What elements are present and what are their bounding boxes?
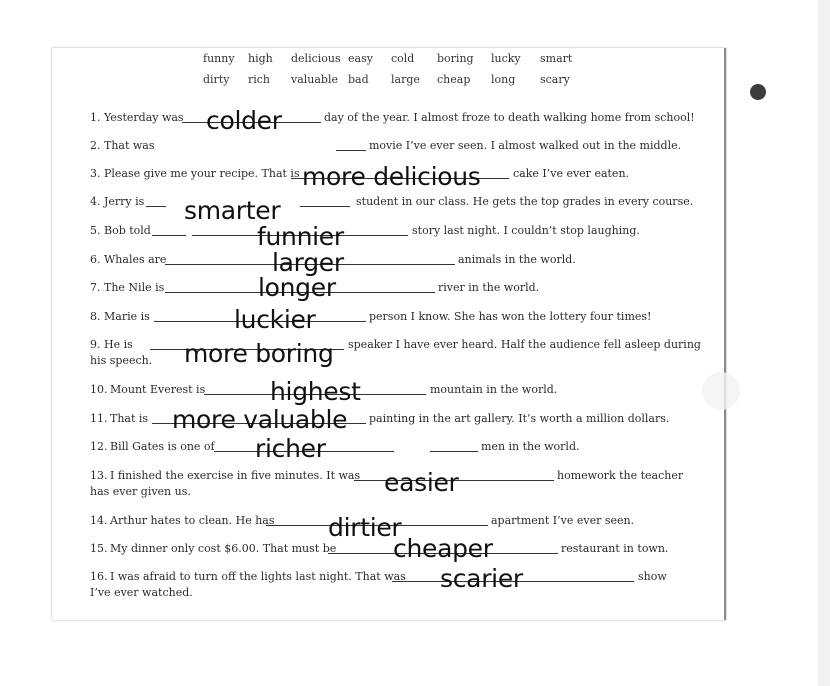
question-text-before: That was [104,139,155,152]
question-number: 12. [90,440,108,453]
question-number: 13. [90,469,108,482]
question-1 [90,110,695,126]
question-4 [90,194,694,210]
question-text-before: Bill Gates is one of [110,440,215,453]
word-bank-word: smart [540,52,573,65]
question-text-before: Yesterday was [104,111,184,124]
question-text-after: men in the world. [481,440,580,453]
edge-strip [818,0,830,686]
question-text-before: Please give me your recipe. That is [104,167,300,180]
question-text-after: story last night. I couldn’t stop laughing. [412,224,640,237]
question-7 [90,280,690,296]
question-text-continued: I’ve ever watched. [90,586,193,599]
handwritten-answer: dirtier [328,513,402,542]
question-number: 15. [90,542,108,555]
question-text-before: He is [104,338,133,351]
question-text-after: person I know. She has won the lottery four times! [369,310,652,323]
word-bank-word: valuable [291,73,339,86]
question-15 [90,541,690,557]
question-text-after: homework the teacher [557,469,684,482]
word-bank-word: lucky [491,52,521,65]
question-number: 14. [90,514,108,527]
question-number: 3. [90,167,101,180]
question-5 [90,223,690,239]
handwritten-answer: longer [258,273,336,302]
answer-blank[interactable] [152,235,186,236]
handwritten-answer: cheaper [393,534,493,563]
word-bank-word: long [491,73,516,86]
handwritten-answer: colder [206,106,282,135]
question-text-after: student in our class. He gets the top grades in every course. [356,195,694,208]
word-bank-word: boring [437,52,474,65]
question-text-after: river in the world. [438,281,540,294]
question-text-before: Arthur hates to clean. He has [110,514,275,527]
handwritten-answer: scarier [440,564,523,593]
answer-blank[interactable] [146,206,166,207]
question-text-continued: his speech. [90,354,153,367]
question-text-after: show [638,570,667,583]
question-text-after: day of the year. I almost froze to death walking home from school! [324,111,695,124]
handwritten-answer: more delicious [302,162,481,191]
question-text-continued: has ever given us. [90,485,191,498]
question-text-after: animals in the world. [458,253,576,266]
question-text-after: cake I’ve ever eaten. [513,167,630,180]
handwritten-answer: highest [270,377,361,406]
question-8 [90,309,690,325]
faint-circle-icon [702,372,740,410]
question-6 [90,252,690,268]
question-text-before: Jerry is [104,195,145,208]
question-text-before: Bob told [104,224,151,237]
word-bank-row-1 [52,52,724,68]
word-bank-word: delicious [291,52,341,65]
word-bank-word: funny [203,52,235,65]
question-9 [90,337,701,369]
question-text-after: movie I’ve ever seen. I almost walked out in the middle. [369,139,682,152]
answer-blank[interactable] [300,206,350,207]
question-text-before: I was afraid to turn off the lights last night. That was [110,570,406,583]
bullet-dot-icon [750,84,766,100]
question-text-before: The Nile is [104,281,165,294]
question-number: 1. [90,111,101,124]
handwritten-answer: larger [272,248,344,277]
question-text-after: speaker I have ever heard. Half the audience fell asleep during [348,338,701,351]
question-text-after: restaurant in town. [561,542,669,555]
answer-blank[interactable] [430,451,478,452]
question-text-before: Whales are [104,253,167,266]
question-text-after: apartment I’ve ever seen. [491,514,635,527]
question-text-before: Mount Everest is [110,383,206,396]
word-bank-row-2 [52,73,724,89]
word-bank-word: cheap [437,73,471,86]
question-16 [90,569,690,601]
worksheet-page [52,48,726,620]
answer-blank[interactable] [336,150,366,151]
word-bank-word: bad [348,73,369,86]
question-text-after: mountain in the world. [430,383,558,396]
question-12 [90,439,690,455]
handwritten-answer: richer [255,434,326,463]
question-number: 11. [90,412,108,425]
handwritten-answer: easier [384,468,459,497]
handwritten-answer: smarter [184,196,281,225]
question-10 [90,382,690,398]
question-number: 7. [90,281,101,294]
word-bank-word: dirty [203,73,230,86]
word-bank-word: cold [391,52,415,65]
question-2 [90,138,690,154]
question-number: 5. [90,224,101,237]
question-text-after: painting in the art gallery. It’s worth a million dollars. [369,412,670,425]
handwritten-answer: more boring [184,339,334,368]
handwritten-answer: luckier [234,305,316,334]
word-bank-word: easy [348,52,373,65]
question-number: 2. [90,139,101,152]
question-number: 10. [90,383,108,396]
question-number: 9. [90,338,101,351]
word-bank-word: high [248,52,273,65]
question-number: 4. [90,195,101,208]
word-bank-word: rich [248,73,271,86]
question-text-before: I finished the exercise in five minutes. It was [110,469,361,482]
question-text-before: Marie is [104,310,150,323]
question-text-before: That is [110,412,149,425]
question-number: 6. [90,253,101,266]
handwritten-answer: more valuable [172,405,348,434]
question-number: 16. [90,570,108,583]
question-number: 8. [90,310,101,323]
handwritten-answer: funnier [257,222,344,251]
word-bank-word: large [391,73,420,86]
word-bank-word: scary [540,73,570,86]
question-text-before: My dinner only cost $6.00. That must be [110,542,337,555]
